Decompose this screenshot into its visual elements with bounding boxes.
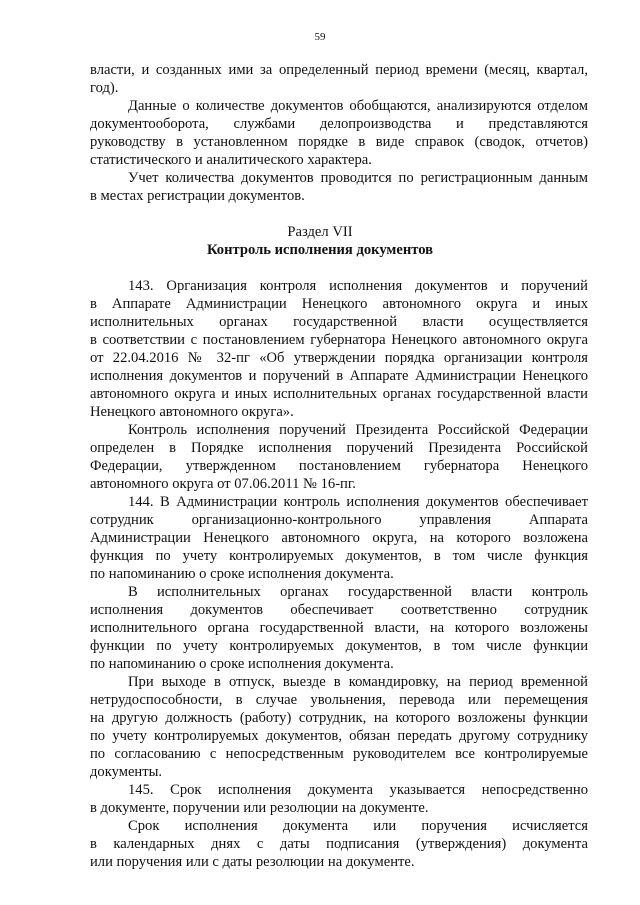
text-line: В исполнительных органах государственной власти контроль bbox=[128, 584, 588, 600]
text-line: по согласованию с непосредственным руководителем все контролируемые bbox=[90, 746, 588, 762]
text-line: исполнения документов и поручений в Аппарате Администрации Ненецкого bbox=[90, 368, 588, 384]
text-line: автономного округа от 07.06.2011 № 16-пг. bbox=[90, 476, 356, 492]
text-line: Срок исполнения документа или поручения исчисляется bbox=[128, 818, 588, 834]
text-line: в документе, поручении или резолюции на документе. bbox=[90, 800, 429, 816]
text-line: Ненецкого автономного округа». bbox=[90, 404, 294, 420]
text-line: по учету контролируемых документов, обязан передать другому сотруднику bbox=[90, 728, 588, 744]
text-line: по напоминанию о сроке исполнения документа. bbox=[90, 566, 394, 582]
text-line: документы. bbox=[90, 764, 163, 780]
section-title: Раздел VII bbox=[287, 224, 353, 240]
text-line: исполнительного органа государственной власти, на которого возложены bbox=[90, 620, 588, 636]
text-line: исполнения документов обеспечивает соответственно сотрудник bbox=[90, 602, 588, 618]
text-line: определен в Порядке исполнения поручений Президента Российской bbox=[90, 440, 588, 456]
text-line: функции по учету контролируемых документов, в том числе функции bbox=[90, 638, 588, 654]
text-line: документооборота, службами делопроизводства и представляются bbox=[90, 116, 588, 132]
text-line: по напоминанию о сроке исполнения документа. bbox=[90, 656, 394, 672]
text-line: в Аппарате Администрации Ненецкого автономного округа и иных bbox=[90, 296, 588, 312]
text-line: сотрудник организационно-контрольного управления Аппарата bbox=[90, 512, 588, 528]
text-line: или поручения или с даты резолюции на документе. bbox=[90, 854, 415, 870]
text-line: При выходе в отпуск, выезде в командировку, на период временной bbox=[128, 674, 588, 690]
text-line: в календарных днях с даты подписания (утверждения) документа bbox=[90, 836, 588, 852]
page-number: 59 bbox=[314, 31, 326, 43]
text-line: власти, и созданных ими за определенный период времени (месяц, квартал, bbox=[90, 62, 588, 78]
text-line: год). bbox=[90, 80, 119, 96]
text-line: Администрации Ненецкого автономного округа, на которого возложена bbox=[90, 530, 588, 546]
text-line: 145. Срок исполнения документа указывается непосредственно bbox=[128, 782, 588, 798]
text-line: от 22.04.2016 № 32-пг «Об утверждении порядка организации контроля bbox=[90, 350, 588, 366]
section-heading: Контроль исполнения документов bbox=[206, 242, 434, 258]
text-line: в соответствии с постановлением губернатора Ненецкого автономного округа bbox=[90, 332, 588, 348]
text-line: автономного округа и иных исполнительных органах государственной власти bbox=[90, 386, 588, 402]
text-line: Учет количества документов проводится по регистрационным данным bbox=[128, 170, 588, 186]
text-line: Данные о количестве документов обобщаются, анализируются отделом bbox=[128, 98, 588, 114]
text-line: в местах регистрации документов. bbox=[90, 188, 305, 204]
text-line: нетрудоспособности, в случае увольнения, перевода или перемещения bbox=[90, 692, 588, 708]
text-line: руководству в установленном порядке в виде справок (сводок, отчетов) bbox=[90, 134, 588, 150]
text-line: 144. В Администрации контроль исполнения документов обеспечивает bbox=[128, 494, 588, 510]
text-line: исполнительных органах государственной власти осуществляется bbox=[90, 314, 588, 330]
text-line: 143. Организация контроля исполнения документов и поручений bbox=[128, 278, 588, 294]
text-line: на другую должность (работу) сотрудник, на которого возложены функции bbox=[90, 710, 588, 726]
text-line: статистического и аналитического характера. bbox=[90, 152, 372, 168]
text-line: Контроль исполнения поручений Президента Российской Федерации bbox=[128, 422, 588, 438]
text-line: Федерации, утвержденном постановлением губернатора Ненецкого bbox=[90, 458, 588, 474]
text-line: функция по учету контролируемых документов, в том числе функция bbox=[90, 548, 588, 564]
